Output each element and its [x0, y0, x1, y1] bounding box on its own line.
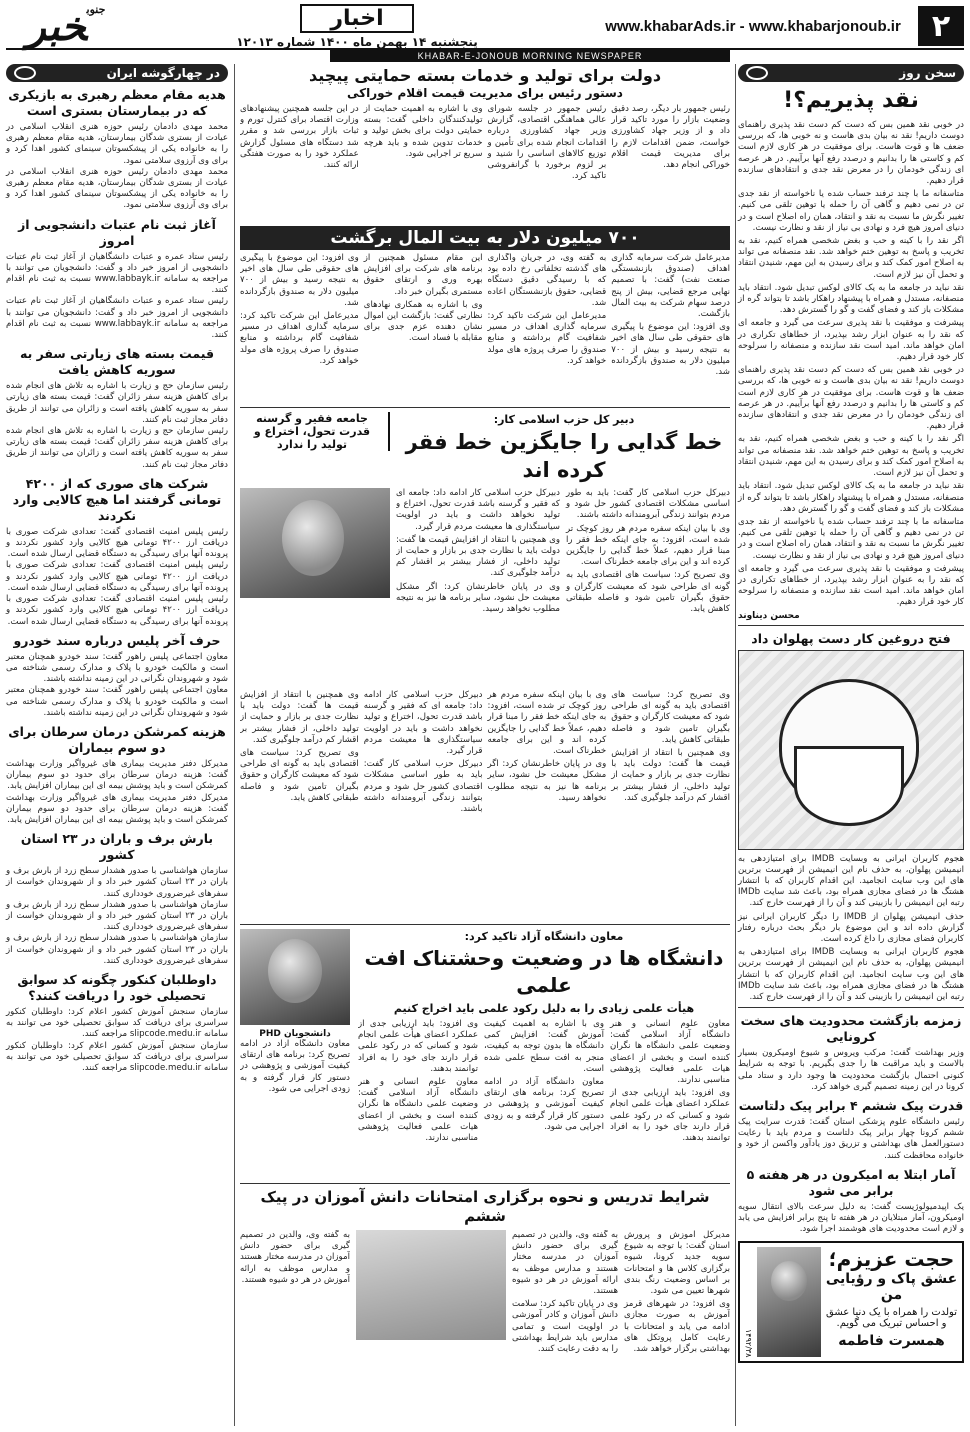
university-photo [240, 929, 350, 1025]
editorial-paragraph: در خوبی نقد همین بس که دست کم دست نقد پذیری راهنمای دوست داریم! نقد نه بیان بدی هاست و نه خوبی ها، که بررسی ضعف ها و قوت هاست. برای موفقیت در هر کاری لازم است کم و کاستی ها را بدانیم و درصدد رفع آنها برآییم. در هر عرصه ای زندگی خودمان را در معرض نقد جدی و انتقادهای سازنده قرار دهیم. [738, 365, 964, 432]
interview-paragraph: وی در پایان خاطرنشان کرد: اگر مشکل معیشت حل نشود، سایر برنامه ها نیز به نتیجه مطلوب نخواهد رسید. [396, 581, 560, 615]
birthday-ad [738, 1241, 964, 1363]
section-title: اخبار [300, 4, 413, 33]
news-title: هدیه مقام معظم رهبری به بازیکری که در بیمارستان بستری است [8, 87, 226, 118]
page-number: ۲ [918, 6, 964, 46]
interview-column [364, 690, 483, 920]
lead-subtitle: دستور رئیس برای مدیریت قیمت اقلام خوراکی [347, 86, 623, 100]
interview-photo [240, 488, 390, 598]
interview-column [396, 488, 560, 688]
university-title: دانشگاه ها در وضعیت وحشتناک افت علمی [364, 946, 724, 997]
exam-paragraph: مدیرکل آموزش و پرورش استان گفت: با توجه به شیوع سویه جدید کرونا، شیوه برگزاری کلاس ها و امتحانات بر اساس وضعیت رنگ بندی شهرها تعیین می شود. [624, 1230, 730, 1297]
news-body: محمد مهدی دادمان رئیس حوزه هنری انقلاب اسلامی در عیادت از بستری شدگان بیمارستان، هدیه مقام معظم رهبری را به خانواده یکی از پیشکسوتان سینمای کشور اهدا کرد و برای وی آرزوی سلامتی نمود. [6, 166, 228, 211]
news-body: رئیس پلیس امنیت اقتصادی گفت: تعدادی شرکت صوری با دریافت ارز ۴۲۰۰ تومانی هیچ کالایی وارد کشور نکردند و پرونده آنها برای رسیدگی به دستگاه قضایی ارسال شده است. [6, 526, 228, 560]
cartoon-paragraph: هجوم کاربران ایرانی به وبسایت IMDB برای امتیازدهی به انیمیشن پهلوان، به حذف نام این انیمیشن از فهرست برترین های این وب سایت انجامید. این اقدام کاربران که با انتشار هشتگ ها در فضای مجازی همراه بود، باعث شد سایت IMDb رتبه این انیمیشن را بازبینی کند و آن را از فهرست خارج کند. [738, 853, 964, 909]
cartoon-image [738, 650, 964, 850]
divider [240, 1183, 730, 1184]
interview-paragraph: وی تصریح کرد: سیاست های اقتصادی باید به گونه ای طراحی شود که معیشت کارگران و حقوق بگیران تامین شود و فاصله طبقاتی کاهش یابد. [240, 748, 359, 803]
editorial-paragraph: اگر نقد را با کینه و حب و بغض شخصی همراه کنیم، نقد به تخریب و پاسخ به توهین ختم خواهد شد. نقد منصفانه می تواند به اصلاح امور کمک کند و برای رسیدن به این مهم، شنیدن انتقاد و تحمل آن نیز لازم است. [738, 434, 964, 479]
omicron-body: یک اپیدمیولوژیست گفت: به دلیل سرعت بالای انتقال سویه اومیکرون، آمار مبتلایان در هر هفته تا پنج برابر افزایش می یابد و لازم است محدودیت های هوشمند اجرا شود. [738, 1201, 964, 1235]
ad-line: عشق پاک و رؤیایی من [825, 1271, 958, 1304]
corona-body: وزیر بهداشت گفت: مرکب ویروس و شیوع اومیکرون بسیار بالاست و باید مراقبت ها را جدی بگیریم. با توجه به شرایط کنونی احتمال بازگشت محدودیت ها وجود دارد و ستاد ملی کرونا در این زمینه تصمیم گیری خواهد کرد. [738, 1048, 964, 1092]
pen-icon [746, 66, 768, 80]
university-column [484, 1019, 604, 1179]
editorial-paragraph: پیشرفت و موفقیت با نقد پذیری سرعت می گیرد و جامعه ای که نقد را به عنوان ابزار رشد بپذیرد، از خطاهای تکراری در امان خواهد ماند. امید است نقد سازنده و منصفانه را سرلوحه کار خود قرار دهیم. [738, 563, 964, 608]
lead-title: دولت برای تولید و خدمات بسته حمایتی پیچید [308, 66, 662, 85]
lead-column: رئیس جمهور بار دیگر، رصد دقیق وضعیت بازار را مورد تاکید قرار داد و از وزیر جهاد کشاورزی خواست، ضمن اقدامات لازم را برای مدیریت قیمت اقلام خوراکی انجام دهد. [611, 104, 730, 171]
map-icon [14, 66, 36, 80]
interview-column [240, 690, 359, 920]
interview-column [488, 690, 607, 920]
news-body: معاون اجتماعی پلیس راهور گفت: سند خودرو همچنان معتبر است و مالکیت خودرو با پلاک و مدارک رسمی شناخته می شود و شهروندان نگرانی در این زمینه نداشته باشند. [6, 685, 228, 718]
section-header [126, 4, 588, 49]
ad-text [825, 1247, 958, 1357]
news-body: سازمان هواشناسی با صدور هشدار سطح زرد از بارش برف و باران در ۲۳ استان کشور خبر داد و از شهروندان خواست از سفرهای غیرضروری خودداری کنند. [6, 866, 228, 899]
big-paragraph: وی افزود: این موضوع با پیگیری های حقوقی طی سال های اخیر به نتیجه رسید و بیش از ۷۰۰ میلیون دلار به صندوق بازگردانده شد. [611, 322, 730, 378]
interview-continued [240, 690, 730, 920]
column-divider [234, 64, 235, 1426]
big-paragraph: وی افزود: این موضوع با پیگیری های حقوقی طی سال های اخیر به نتیجه رسید و بیش از ۷۰۰ میلیون دلار به صندوق بازگردانده شد. [240, 253, 359, 308]
interview-header [240, 412, 730, 484]
ad-code: ۱۴۹۲/۳۸ [744, 1328, 753, 1358]
news-title: هزینه کمرشکن درمان سرطان برای دو سوم بیماران [8, 723, 226, 755]
peak-body: رئیس دانشگاه علوم پزشکی استان گفت: قدرت سرایت پیک ششم کرونا چهار برابر پیک دلتاست و مردم باید با رعایت دستورالعمل های بهداشتی و تزریق دوز یادآور واکسن از خود و خانواده محافظت کنند. [738, 1116, 964, 1161]
cartoon-body [738, 854, 964, 1004]
omicron-title: آمار ابتلا به امیکرون در هر هفته ۵ برابر می شود [746, 1166, 956, 1198]
university-side-text: معاون دانشگاه آزاد در ادامه تصریح کرد: برنامه های ارتقای کیفیت آموزشی و پژوهشی در دستور کار قرار گرفته و به زودی اجرایی می شود. [240, 1039, 350, 1094]
big-paragraph: به گفته وی، در جریان واگذاری های گذشته تخلفاتی رخ داده بود که با رسیدگی دقیق دستگاه قضایی، حقوق بازنشستگان اعاده شد. [487, 253, 607, 308]
column-divider [735, 64, 736, 1426]
university-subtitle: هیأت علمی زیادی را به دلیل رکود علمی باید اخراج کنیم [393, 1002, 695, 1015]
university-kicker: معاون دانشگاه آزاد تاکید کرد: [464, 930, 624, 943]
university-article [240, 929, 730, 1179]
big-column [488, 253, 607, 403]
big-column [611, 253, 730, 403]
newspaper-logo [6, 3, 126, 50]
cartoon-title: فتح دروغین کار دست پهلوان داد [751, 630, 951, 646]
university-side [240, 929, 350, 1179]
news-body: محمد مهدی دادمان رئیس حوزه هنری انقلاب اسلامی در عیادت از بستری شدگان بیمارستان، هدیه مقام معظم رهبری را به خانواده یکی از پیشکسوتان سینمای کشور اهدا کرد و برای وی آرزوی سلامتی نمود. [6, 122, 228, 166]
corona-title: زمزمه بازگشت محدودیت های سخت کرونایی [740, 1013, 962, 1045]
university-body [358, 1019, 730, 1179]
big-column [364, 253, 483, 403]
exam-photo [356, 1230, 506, 1340]
masthead [6, 4, 964, 50]
cartoon-paragraph: هجوم کاربران ایرانی به وبسایت IMDB برای امتیازدهی به انیمیشن پهلوان، به حذف نام این انیمیشن از فهرست برترین های این وب سایت انجامید. این اقدام کاربران که با انتشار هشتگ ها در فضای مجازی همراه بود، باعث شد سایت IMDb رتبه این انیمیشن را بازبینی کند و آن را از فهرست خارج کند. [738, 947, 964, 1002]
portrait-head [771, 1261, 807, 1301]
editorial-author: محسن دیناوند [738, 610, 800, 621]
editorial-paragraph: نقد نباید در جامعه ما به یک کالای لوکس تبدیل شود. انتقاد باید منصفانه، مستدل و همراه با پیشنهاد راهکار باشد تا بتواند گره از مشکلات باز کند و فضای گفت و گو را گسترش دهد. [738, 282, 964, 316]
editorial-tag [738, 64, 964, 82]
editorial-paragraph: اگر نقد را با کینه و حب و بغض شخصی همراه کنیم، نقد به تخریب و پاسخ به توهین ختم خواهد شد. نقد منصفانه می تواند به اصلاح امور کمک کند و برای رسیدن به این مهم، شنیدن انتقاد و تحمل آن نیز لازم است. [738, 236, 964, 280]
news-title: حرف آخر پلیس درباره سند خودرو [13, 632, 221, 648]
news-title: آغاز ثبت نام عتبات دانشجویی از امروز [18, 216, 216, 248]
news-body: سازمان سنجش آموزش کشور اعلام کرد: داوطلبان کنکور سراسری برای دریافت کد سوابق تحصیلی خود می توانند به سامانه slipcode.medu.ir مراجعه کنند. [6, 1040, 228, 1073]
university-paragraph: معاون علوم انسانی و هنر دانشگاه آزاد اسلامی گفت: وضعیت علمی دانشگاه ها نگران کننده است و بخشی از اعضای هیات علمی فعالیت پژوهشی مناسبی ندارند. [610, 1019, 730, 1086]
news-title: شرکت های صوری که از ۴۲۰۰ تومانی گرفتند اما هیچ کالایی وارد نکردند [12, 475, 222, 523]
lead-column: در این جلسه همچنین پیشنهادهای وزارت اقتصاد برای کنترل تورم و ثبات بازار بررسی شد و مقرر شد دستگاه های مسئول گزارش عملکرد خود را به صورت هفتگی ارائه کنند. [240, 104, 359, 171]
big-body [240, 253, 730, 403]
exam-column [624, 1230, 730, 1380]
interview-column [566, 488, 730, 688]
editorial-paragraph: متاسفانه ما با چند ترفند حساب شده یا ناخواسته از نقد جدی تن در نمی دهیم و گاهی آن را حمله یا توهین تلقی می کنیم. تغییر نگرش ما نسبت به نقد و انتقاد، همان راه اصلاح است و در دنیای امروز هیچ فرد و نهادی بی نیاز از نقد و نظارت نیست. [738, 189, 964, 233]
interview-paragraph: وی همچنین با انتقاد از افزایش قیمت ها گفت: دولت باید با نظارت جدی بر بازار و حمایت از تولید داخلی، از فشار بیشتر بر اقشار کم درآمد جلوگیری کند. [396, 534, 560, 579]
ad-line: و احساس تبریک می گویم. [836, 1318, 947, 1330]
interview-body [240, 488, 730, 688]
exam-column [512, 1230, 618, 1380]
issue-date: پنجشنبه ۱۴ بهمن ماه ۱۴۰۰ شماره ۱۲۰۱۳ [236, 34, 478, 49]
exam-article [240, 1230, 730, 1380]
logo-text: خبر [26, 2, 87, 50]
exam-paragraph: به گفته وی، والدین در تصمیم گیری برای حضور دانش آموزان در مدرسه مختار هستند و مدارس موظف به ارائه آموزش در هر دو شیوه هستند. [512, 1230, 618, 1297]
logo-sub: جنوب [86, 2, 106, 16]
big-column [240, 253, 359, 403]
site-url[interactable]: www.khabarAds.ir - www.khabarjonoub.ir [605, 17, 901, 35]
news-body: معاون اجتماعی پلیس راهور گفت: سند خودرو همچنان معتبر است و مالکیت خودرو با پلاک و مدارک رسمی شناخته می شود و شهروندان نگرانی در این زمینه نداشته باشند. [6, 651, 228, 685]
ad-title: حجت عزیزم؛ [828, 1247, 955, 1272]
editorial-title: نقد پذیریم؟! [783, 88, 919, 113]
provinces-tag [6, 64, 228, 82]
ad-portrait [757, 1247, 821, 1357]
editorial-paragraph: پیشرفت و موفقیت با نقد پذیری سرعت می گیرد و جامعه ای که نقد را به عنوان ابزار رشد بپذیرد، از خطاهای تکراری در امان خواهد ماند. امید است نقد سازنده و منصفانه را سرلوحه کار خود قرار دهیم. [738, 318, 964, 363]
exam-body [512, 1230, 730, 1380]
editorial-paragraph: در خوبی نقد همین بس که دست کم دست نقد پذیری راهنمای دوست داریم! نقد نه بیان بدی هاست و نه خوبی ها، که بررسی ضعف ها و قوت هاست. برای موفقیت در هر کاری لازم است کم و کاستی ها را بدانیم و درصدد رفع آنها برآییم. در هر عرصه ای زندگی خودمان را در معرض نقد جدی و انتقادهای سازنده قرار دهیم. [738, 120, 964, 187]
exam-title: شرایط تدریس و نحوه برگزاری امتحانات دانش آموزان در پیک ششم [260, 1188, 710, 1225]
photo-head [268, 939, 322, 1003]
news-body: رئیس سازمان حج و زیارت با اشاره به تلاش های انجام شده برای کاهش هزینه سفر زائران گفت: قیمت بسته های زیارتی سفر به سوریه کاهش یافته است و زائران می توانند از طریق دفاتر مجاز ثبت نام کنند. [6, 426, 228, 470]
cartoon-paragraph: حذف انیمیشن پهلوان از IMDB را دیگر کاربران ایرانی نیز گزارش داده اند و این موضوع بار دیگر بحث درباره رفتار کاربران فضای مجازی را داغ کرده است. [738, 911, 964, 944]
divider [240, 407, 730, 408]
university-column [358, 1019, 478, 1179]
interview-paragraph: دبیرکل حزب اسلامی کار ادامه داد: جامعه ای که فقیر و گرسنه باشد قدرت تحول، اختراع و تولید نخواهد داشت و باید در اولویت سیاستگذاری ها معیشت مردم قرار گیرد. [363, 690, 483, 757]
exam-paragraph: وی افزود: در شهرهای قرمز آموزش به صورت مجازی ادامه می یابد و امتحانات با رعایت کامل پروتکل های بهداشتی برگزار خواهد شد. [624, 1299, 730, 1355]
interview-kicker: دبیر کل حزب اسلامی کار: [493, 413, 635, 426]
interview-text [396, 488, 730, 688]
news-body: مدیرکل دفتر مدیریت بیماری های غیرواگیر وزارت بهداشت گفت: هزینه درمان سرطان برای حدود دو سوم بیماران کمرشکن است و باید پوشش بیمه ای این بیماران افزایش یابد. [6, 758, 228, 792]
news-body: مدیرکل دفتر مدیریت بیماری های غیرواگیر وزارت بهداشت گفت: هزینه درمان سرطان برای حدود دو سوم بیماران کمرشکن است و باید پوشش بیمه ای این بیماران افزایش یابد. [6, 792, 228, 825]
news-body: سازمان سنجش آموزش کشور اعلام کرد: داوطلبان کنکور سراسری برای دریافت کد سوابق تحصیلی خود می توانند به سامانه slipcode.medu.ir مراجعه کنند. [6, 1006, 228, 1040]
interview-headings [398, 412, 730, 484]
divider [738, 625, 964, 626]
lead-body [240, 104, 730, 222]
interview-paragraph: وی تصریح کرد: سیاست های اقتصادی باید به گونه ای طراحی شود که معیشت کارگران و حقوق بگیران تامین شود و فاصله طبقاتی کاهش یابد. [611, 690, 730, 745]
interview-paragraph: وی همچنین با انتقاد از افزایش قیمت ها گفت: دولت باید با نظارت جدی بر بازار و حمایت از تولید داخلی، از فشار بیشتر بر اقشار کم درآمد جلوگیری کند. [611, 748, 730, 803]
university-paragraph: وی افزود: باید ارزیابی جدی از عملکرد اعضای هیأت علمی انجام شود و کسانی که در رکود علمی قرار دارند جای خود را به افراد توانمند بدهند. [358, 1019, 478, 1074]
news-body: سازمان هواشناسی با صدور هشدار سطح زرد از بارش برف و باران در ۲۳ استان کشور خبر داد و از شهروندان خواست از سفرهای غیرضروری خودداری کنند. [6, 899, 228, 933]
middle-column [240, 66, 730, 1380]
big-paragraph: مدیرعامل این شرکت تاکید کرد: سرمایه گذاری اهداف در مسیر شفافیت گام برداشته و منابع صندوق را صرف پروژه های مولد خواهد کرد. [240, 311, 359, 366]
cartoon-beard [794, 746, 904, 826]
university-paragraph: معاون علوم انسانی و هنر دانشگاه آزاد اسلامی گفت: وضعیت علمی دانشگاه ها نگران کننده است و بخشی از اعضای هیات علمی فعالیت پژوهشی مناسبی ندارند. [358, 1077, 478, 1144]
right-column [738, 64, 964, 1426]
peak-title: قدرت پیک ششم ۴ برابر پیک دلتاست [738, 1097, 964, 1113]
editorial-tag-label: سخن روز [899, 66, 956, 80]
editorial-body [738, 120, 964, 609]
interview-paragraph: وی با بیان اینکه سفره مردم هر روز کوچک تر شده است، افزود: به جای اینکه خط فقر را مبنا قرار دهیم، عملاً خط گدایی را جایگزین کرده اند و این برای جامعه خطرناک است. [566, 523, 730, 568]
provinces-tag-label: در چهارگوشه ایران [106, 66, 220, 80]
interview-paragraph: وی همچنین با انتقاد از افزایش قیمت ها گفت: دولت باید با نظارت جدی بر بازار و حمایت از تولید داخلی، از فشار بیشتر بر اقشار کم درآمد جلوگیری کند. [240, 690, 359, 745]
interview-paragraph: دبیرکل حزب اسلامی کار گفت: باید به طور اساسی مشکلات اقتصادی کشور حل شود و مردم بتوانند زندگی آبرومندانه داشته باشند. [566, 488, 730, 521]
editorial-paragraph: نقد نباید در جامعه ما به یک کالای لوکس تبدیل شود. انتقاد باید منصفانه، مستدل و همراه با پیشنهاد راهکار باشد تا بتواند گره از مشکلات باز کند و فضای گفت و گو را گسترش دهد. [738, 481, 964, 514]
news-title: بارش برف و باران در ۲۳ استان کشور [20, 831, 214, 863]
lead-column: رئیس جمهور در جلسه شورای عالی هماهنگی اقتصادی، گزارش وزیر جهاد کشاورزی درباره اقدامات انجام شده برای تأمین و توزیع کالاهای اساسی را شنید و بر لزوم برخورد با گرانفروشی تاکید کرد. [487, 104, 607, 182]
big-paragraph: وی با اشاره به همکاری نهادهای نظارتی گفت: بازگشت این اموال نشان دهنده عزم جدی برای مقابله با فساد است. [363, 299, 483, 344]
interview-paragraph: وی در پایان خاطرنشان کرد: اگر مشکل معیشت حل نشود، سایر برنامه ها نیز به نتیجه مطلوب نخواهد رسید. [487, 759, 607, 803]
left-column [6, 64, 228, 1426]
divider [240, 924, 730, 925]
big-paragraph: این مقام مسئول همچنین از برنامه های شرکت برای افزایش بهره وری و ارتقای حقوق مستمری بگیران خبر داد. [363, 253, 483, 297]
university-paragraph: معاون دانشگاه آزاد در ادامه تصریح کرد: برنامه های ارتقای کیفیت آموزشی و پژوهشی در دستور کار قرار گرفته و به زودی اجرایی می شود. [484, 1077, 604, 1132]
lead-column: وی با اشاره به اهمیت حمایت از تولیدکنندگان داخلی گفت: بسته حمایتی دولت برای بخش تولید و خدمات تدوین شده و باید هرچه سریع تر اجرایی شود. [363, 104, 483, 159]
ad-sign: همسرت فاطمه [838, 1333, 945, 1350]
english-band: KHABAR-E-JONOUB MORNING NEWSPAPER [330, 50, 730, 62]
news-body: رئیس پلیس امنیت اقتصادی گفت: تعدادی شرکت صوری با دریافت ارز ۴۲۰۰ تومانی هیچ کالایی وارد کشور نکردند و پرونده آنها برای رسیدگی به دستگاه قضایی ارسال شده است. [6, 560, 228, 593]
editorial-paragraph: متاسفانه ما با چند ترفند حساب شده یا ناخواسته از نقد جدی تن در نمی دهیم و گاهی آن را حمله یا توهین تلقی می کنیم. تغییر نگرش ما نسبت به نقد و انتقاد، همان راه اصلاح است و در دنیای امروز هیچ فرد و نهادی بی نیاز از نقد و نظارت نیست. [738, 516, 964, 561]
divider [738, 1007, 964, 1008]
university-paragraph: وی افزود: باید ارزیابی جدی از عملکرد اعضای هیأت علمی انجام شود و کسانی که در رکود علمی قرار دارند جای خود را به افراد توانمند بدهند. [610, 1088, 730, 1144]
news-body: سازمان هواشناسی با صدور هشدار سطح زرد از بارش برف و باران در ۲۳ استان کشور خبر داد و از شهروندان خواست از سفرهای غیرضروری خودداری کنند. [6, 933, 228, 966]
interview-paragraph: دبیرکل حزب اسلامی کار گفت: باید به طور اساسی مشکلات اقتصادی کشور حل شود و مردم بتوانند زندگی آبرومندانه داشته باشند. [363, 759, 483, 815]
interview-paragraph: دبیرکل حزب اسلامی کار ادامه داد: جامعه ای که فقیر و گرسنه باشد قدرت تحول، اختراع و تولید نخواهد داشت و باید در اولویت سیاستگذاری ها معیشت مردم قرار گیرد. [396, 488, 560, 532]
interview-paragraph: وی تصریح کرد: سیاست های اقتصادی باید به گونه ای طراحی شود که معیشت کارگران و حقوق بگیران تامین شود و فاصله طبقاتی کاهش یابد. [566, 570, 730, 615]
news-body: رئیس ستاد عمره و عتبات دانشگاهیان از آغاز ثبت نام عتبات دانشجویی از امروز خبر داد و گفت: دانشجویان می توانند با مراجعه به سامانه www.labbayk.ir نسبت به ثبت نام اقدام کنند. [6, 251, 228, 296]
news-title: قیمت بسته های زیارتی سفر به سوریه کاهش یافت [19, 346, 215, 378]
news-body: رئیس سازمان حج و زیارت با اشاره به تلاش های انجام شده برای کاهش هزینه سفر زائران گفت: قیمت بسته های زیارتی سفر به سوریه کاهش یافته است و زائران می توانند از طریق دفاتر مجاز ثبت نام کنند. [6, 381, 228, 425]
phd-caption: دانشجویان PHD [259, 1029, 331, 1039]
news-title: داوطلبان کنکور چگونه کد سوابق تحصیلی خود را دریافت کنند؟ [17, 971, 217, 1003]
big-headline: ۷۰۰ میلیون دلار به بیت المال برگشت [240, 226, 730, 250]
interview-quote: جامعه فقیر و گرسنه قدرت تحول، اختراع و تولید را ندارد [240, 412, 390, 451]
exam-side: به گفته وی، والدین در تصمیم گیری برای حضور دانش آموزان در مدرسه مختار هستند و مدارس موظف به ارائه آموزش در هر دو شیوه هستند. [240, 1230, 350, 1285]
big-paragraph: مدیرعامل این شرکت تاکید کرد: سرمایه گذاری اهداف در مسیر شفافیت گام برداشته و منابع صندوق را صرف پروژه های مولد خواهد کرد. [487, 311, 607, 366]
university-column [610, 1019, 730, 1179]
exam-paragraph: وی در پایان تاکید کرد: سلامت دانش آموزان و کادر آموزشی در اولویت است و تمامی مدارس باید شرایط بهداشتی را به دقت رعایت کنند. [512, 1299, 618, 1355]
university-text [358, 929, 730, 1179]
news-body: رئیس پلیس امنیت اقتصادی گفت: تعدادی شرکت صوری با دریافت ارز ۴۲۰۰ تومانی هیچ کالایی وارد کشور نکردند و پرونده آنها برای رسیدگی به دستگاه قضایی ارسال شده است. [6, 594, 228, 627]
university-paragraph: وی با اشاره به اهمیت کیفیت آموزش گفت: افزایش کمی دانشگاه ها بدون توجه به کیفیت، منجر به افت سطح علمی شده است. [484, 1019, 604, 1074]
big-paragraph: مدیرعامل شرکت سرمایه گذاری اهداف (صندوق بازنشستگی صنعت نفت) گفت: با تصمیم نهایی مرجع قضایی، بیش از پنج درصد سهام شرکت به بیت المال بازگشت. [611, 253, 730, 320]
photo-head [282, 500, 344, 576]
interview-paragraph: وی با بیان اینکه سفره مردم هر روز کوچک تر شده است، افزود: به جای اینکه خط فقر را مبنا قرار دهیم، عملاً خط گدایی را جایگزین کرده اند و این برای جامعه خطرناک است. [487, 690, 607, 757]
interview-title: خط گدایی را جایگزین خط فقر کرده اند [405, 430, 723, 482]
ad-line: تولدت را همراه با یک دنیا عشق [825, 1307, 958, 1319]
interview-column [611, 690, 730, 920]
news-body: رئیس ستاد عمره و عتبات دانشگاهیان از آغاز ثبت نام عتبات دانشجویی از امروز خبر داد و گفت: دانشجویان می توانند با مراجعه به سامانه www.labbayk.ir نسبت به ثبت نام اقدام کنند. [6, 296, 228, 341]
